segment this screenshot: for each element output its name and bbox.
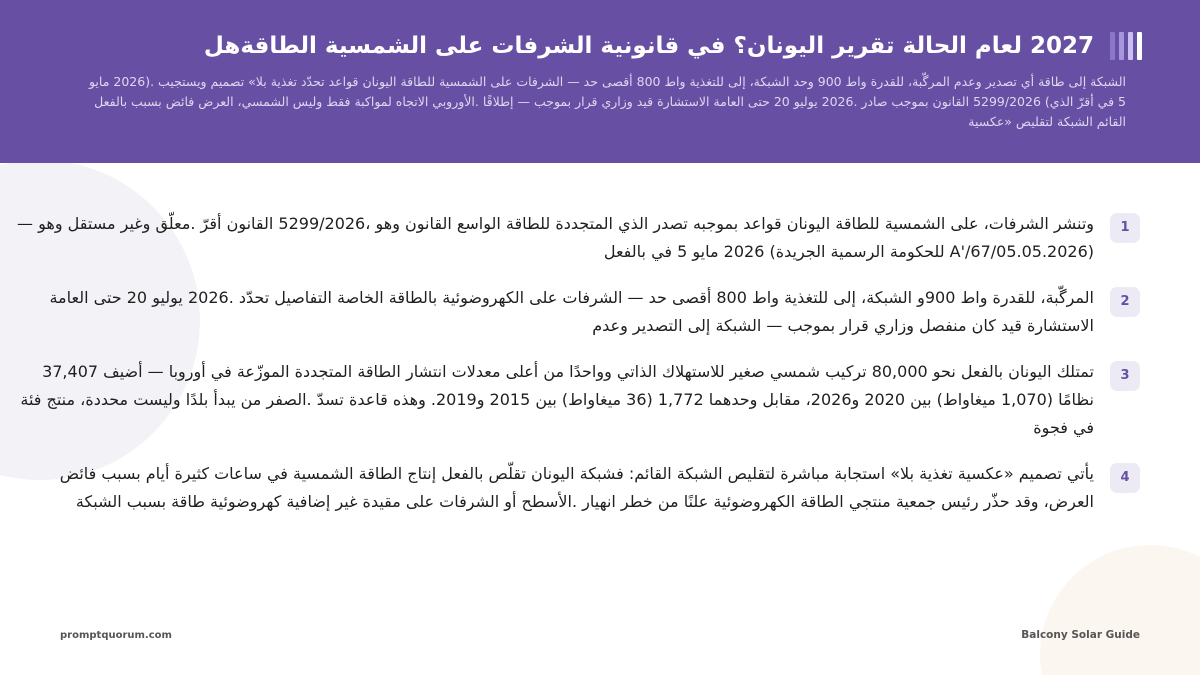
list-item bbox=[10, 358, 1140, 442]
title-bar-4 bbox=[1110, 32, 1115, 60]
footer-site-link[interactable]: promptquorum.com bbox=[60, 630, 172, 641]
item-text: تمتلك اليونان بالفعل نحو 80,000 تركيب شمسي صغير للاستهلاك الذاتي وواحدًا من أعلى معدلات انتشار الطاقة المتجددة الموزّعة في أوروبا — أضيف 37,407 نظامًا (1,070 ميغاواط) بين 2020 و2026، مقابل وحدهما 1,772 (36 ميغاواط) بين 2015 و2019. وهذه قاعدة تسدّ .الصفر من يبدأ بلدًا وليست محددة، منتج فئة في فجوة bbox=[20, 362, 1094, 437]
item-number-badge: 3 bbox=[1110, 361, 1140, 391]
title-bar-2 bbox=[1128, 32, 1133, 60]
item-number-badge: 2 bbox=[1110, 287, 1140, 317]
title-row bbox=[204, 30, 1142, 62]
page-subtitle: الشبكة إلى طاقة أي تصدير وعدم المرگّبة، للقدرة واط 900 وحد الشبكة، إلى للتغذية واط 800 أقصى حد — الشرفات على الشمسية للطاقة اليونان قواعد تحدّد تغذية بلا» تصميم ويستجيب .(2026 مايو 5 في أقرّ الذي) 5299/2026 القانون بموجب صادر .2026 يوليو 20 حتى العامة الاستشارة قيد وزاري قرار بموجب — إطلاقًا .الأوروبي الاتجاه لمواكبة فقط وليس الشمسي، العرض فائض بسبب بالفعل القائم الشبكة لتقليص «عكسية bbox=[88, 74, 1126, 129]
list-item bbox=[10, 460, 1140, 516]
item-number-badge: 4 bbox=[1110, 463, 1140, 493]
header-banner bbox=[0, 0, 1200, 163]
title-bar-1 bbox=[1137, 32, 1142, 60]
numbered-list bbox=[10, 210, 1140, 534]
page-title: 2027 لعام الحالة تقرير اليونان؟ في قانونية الشرفات على الشمسية الطاقةهل bbox=[203, 33, 1094, 59]
item-text: يأتي تصميم «عكسية تغذية بلا» استجابة مباشرة لتقليص الشبكة القائم: فشبكة اليونان تقلّص بالفعل إنتاج الطاقة الشمسية في ساعات كثيرة أيام بسبب فائض العرض، وقد حذّر رئيس جمعية منتجي الطاقة الكهروضوئية علنًا من خطر انهيار .الأسطح أو الشرفات على مقيدة غير إضافية كهروضوئية طاقة بسبب الشبكة bbox=[59, 464, 1094, 511]
footer-brand: Balcony Solar Guide bbox=[1021, 629, 1140, 641]
title-bar-3 bbox=[1119, 32, 1124, 60]
list-item bbox=[10, 210, 1140, 266]
decorative-circle-right bbox=[1040, 545, 1200, 675]
item-text: المرگّبة، للقدرة واط 900و الشبكة، إلى للتغذية واط 800 أقصى حد — الشرفات على الكهروضوئية بالطاقة الخاصة التفاصيل تحدّد .2026 يوليو 20 حتى العامة الاستشارة قيد كان منفصل وزاري قرار بموجب — الشبكة إلى التصدير وعدم bbox=[49, 288, 1094, 335]
list-item bbox=[10, 284, 1140, 340]
title-bars-icon bbox=[1106, 32, 1142, 60]
item-text: وتنشر الشرفات، على الشمسية للطاقة اليونان قواعد بموجبه تصدر الذي المتجددة للطاقة الواسع القانون وهو ،5299/2026 القانون أقرّ .معلّق وغير مستقل وهو — (A'/67/05.05.2026 للحكومة الرسمية الجريدة) 2026 مايو 5 في بالفعل bbox=[17, 214, 1094, 261]
item-number-badge: 1 bbox=[1110, 213, 1140, 243]
